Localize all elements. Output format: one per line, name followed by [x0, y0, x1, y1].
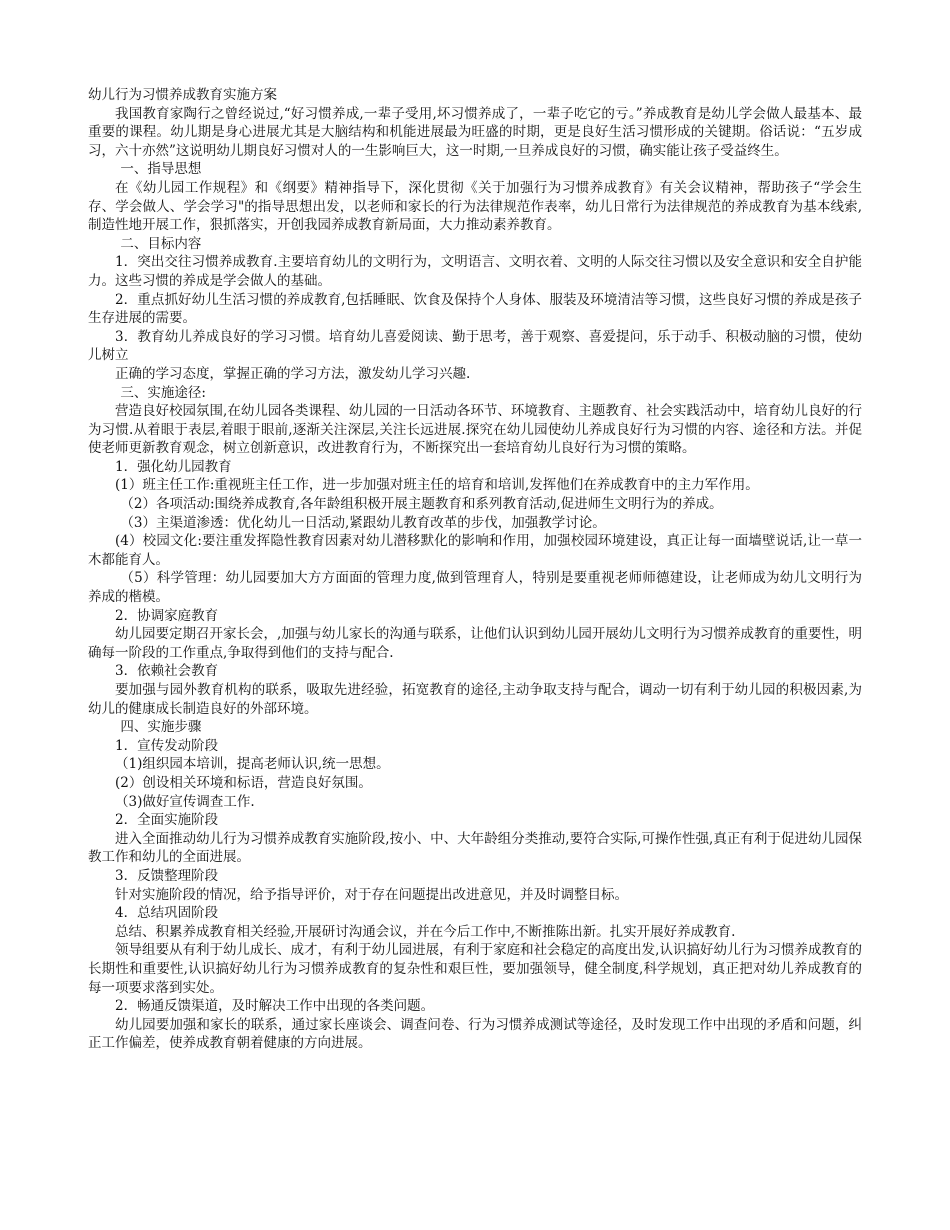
body-paragraph: (1）班主任工作:重视班主任工作，进一步加强对班主任的培育和培训,发挥他们在养成教育中的主力军作用。	[115, 477, 759, 494]
document-title: 幼儿行为习惯养成教育实施方案	[88, 87, 277, 103]
body-paragraph: 进入全面推动幼儿行为习惯养成教育实施阶段,按小、中、大年龄组分类推动,要符合实际,可操作性强,真正有利于促进幼儿园保教工作和幼儿的全面进展。	[88, 830, 862, 866]
body-paragraph: 4．总结巩固阶段	[115, 905, 219, 922]
body-paragraph: 1．突出交往习惯养成教育.主要培育幼儿的文明行为，文明语言、文明衣着、文明的人际交往习惯以及安全意识和安全自护能力。这些习惯的养成是学会做人的基础。	[88, 254, 862, 289]
body-paragraph: 正确的学习态度，掌握正确的学习方法，激发幼儿学习兴趣.	[115, 365, 471, 382]
section-heading: （2）各项活动:围绕养成教育,各年龄组积极开展主题教育和系列教育活动,促进师生文明行为的养成。	[120, 496, 723, 513]
body-paragraph: 我国教育家陶行之曾经说过,“好习惯养成,一辈子受用,坏习惯养成了，一辈子吃它的亏。”养成教育是幼儿学会做人最基本、最重要的课程。幼儿期是身心进展尤其是大脑结构和机能进展最为旺盛的时期，更是良好生活习惯形成的关键期。俗话说：“五岁成习，六十亦然”这说明幼儿期良好习惯对人的一生影响巨大，这一时期,一旦养成良好的习惯，确实能让孩子受益终生。	[88, 105, 862, 159]
body-paragraph: 营造良好校园氛围,在幼儿园各类课程、幼儿园的一日活动各环节、环境教育、主题教育、社会实践活动中，培育幼儿良好的行为习惯.从着眼于表层,着眼于眼前,逐渐关注深层,关注长远进展.探究在幼儿园使幼儿养成良好行为习惯的内容、途径和方法。并促使老师更新教育观念，树立创新意识，改进教育行为，不断探究出一套培育幼儿良好行为习惯的策略。	[88, 403, 862, 457]
section-heading: 二、目标内容	[120, 235, 202, 252]
body-paragraph: 幼儿园要加强和家长的联系，通过家长座谈会、调查问卷、行为习惯养成测试等途径，及时发现工作中出现的矛盾和问题，纠正工作偏差，使养成教育朝着健康的方向进展。	[88, 1016, 862, 1052]
body-paragraph: 3．依赖社会教育	[115, 663, 219, 680]
body-paragraph: (4）校园文化:要注重发挥隐性教育因素对幼儿潜移默化的影响和作用，加强校园环境建设，真正让每一面墙壁说话,让一草一木都能育人。	[88, 533, 862, 568]
section-heading: 四、实施步骤	[120, 719, 202, 736]
section-heading: 一、指导思想	[120, 161, 202, 178]
section-heading: （3）主渠道渗透：优化幼儿一日活动,紧跟幼儿教育改革的步伐，加强教学讨论。	[120, 514, 606, 531]
body-paragraph: （3)做好宣传调查工作.	[115, 793, 255, 810]
body-paragraph: 3．教育幼儿养成良好的学习习惯。培育幼儿喜爱阅读、勤于思考，善于观察、喜爱提问，乐于动手、积极动脑的习惯，使幼儿树立	[88, 328, 862, 364]
body-paragraph: 领导组要从有利于幼儿成长、成才，有利于幼儿园进展，有利于家庭和社会稳定的高度出发,认识搞好幼儿行为习惯养成教育的长期性和重要性,认识搞好幼儿行为习惯养成教育的复杂性和艰巨性，要加强领导，健全制度,科学规划，真正把对幼儿养成教育的每一项要求落到实处。	[88, 942, 862, 996]
body-paragraph: 2．重点抓好幼儿生活习惯的养成教育,包括睡眠、饮食及保持个人身体、服装及环境清洁等习惯，这些良好习惯的养成是孩子生存进展的需要。	[88, 291, 862, 327]
section-heading: 三、实施途径:	[120, 384, 206, 401]
body-paragraph: 2．全面实施阶段	[115, 812, 219, 829]
body-paragraph: 要加强与园外教育机构的联系，吸取先进经验，拓宽教育的途径,主动争取支持与配合，调动一切有利于幼儿园的积极因素,为幼儿的健康成长制造良好的外部环境。	[88, 682, 862, 717]
body-paragraph: 1．强化幼儿园教育	[115, 458, 232, 475]
section-heading: （5）科学管理：幼儿园要加大方方面面的管理力度,做到管理育人，特别是要重视老师师德建设，让老师成为幼儿文明行为养成的楷模。	[88, 570, 862, 606]
body-paragraph: 3．反馈整理阶段	[115, 867, 219, 884]
document-body	[88, 105, 862, 1053]
body-paragraph: （1)组织园本培训，提高老师认识,统一思想。	[115, 756, 390, 773]
body-paragraph: 1．宣传发动阶段	[115, 737, 219, 754]
body-paragraph: 幼儿园要定期召开家长会，,加强与幼儿家长的沟通与联系，让他们认识到幼儿园开展幼儿文明行为习惯养成教育的重要性，明确每一阶段的工作重点,争取得到他们的支持与配合.	[88, 626, 862, 661]
body-paragraph: (2）创设相关环境和标语，营造良好氛围。	[115, 774, 372, 791]
body-paragraph: 针对实施阶段的情况，给予指导评价，对于存在问题提出改进意见，并及时调整目标。	[115, 886, 628, 903]
body-paragraph: 总结、积累养成教育相关经验,开展研讨沟通会议，并在今后工作中,不断推陈出新。扎实开展好养成教育.	[115, 923, 736, 940]
body-paragraph: 在《幼儿园工作规程》和《纲要》精神指导下，深化贯彻《关于加强行为习惯养成教育》有关会议精神，帮助孩子“学会生存、学会做人、学会学习"的指导思想出发，以老师和家长的行为法律规范作表率，幼儿日常行为法律规范的养成教育为基本线索,制造性地开展工作，狠抓落实，开创我园养成教育新局面，大力推动素养教育。	[88, 179, 862, 234]
body-paragraph: 2．协调家庭教育	[115, 607, 219, 624]
body-paragraph: 2．畅通反馈渠道，及时解决工作中出现的各类问题。	[115, 998, 435, 1015]
